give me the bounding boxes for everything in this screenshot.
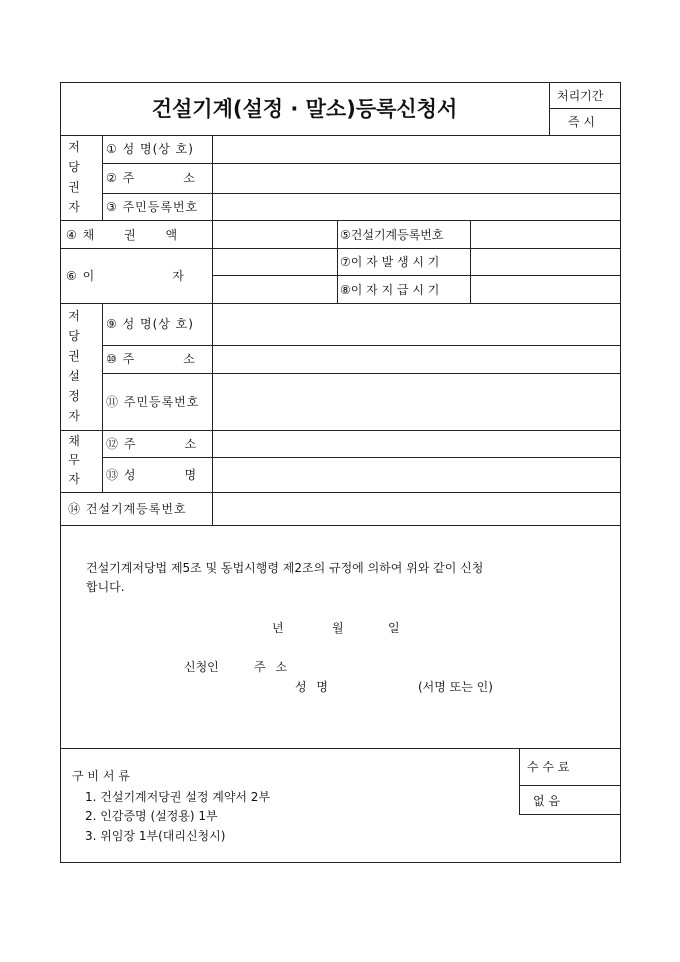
- interest-field[interactable]: [213, 249, 337, 303]
- interest-start-label: ⑦이 자 발 생 시 기: [340, 255, 440, 269]
- mortgagee-section-label: 저당권자: [68, 140, 80, 214]
- processing-period-label: 처리기간: [557, 89, 604, 103]
- mortgagee-id-field[interactable]: [213, 194, 620, 220]
- date-year: 년: [272, 621, 284, 635]
- mortgagor-section-label: 저당권설정자: [68, 309, 80, 423]
- interest-pay-field[interactable]: [471, 276, 620, 303]
- mortgagor-id-field[interactable]: [213, 374, 620, 430]
- mortgagee-name-field[interactable]: [213, 136, 620, 163]
- mortgagee-id-label: ③ 주민등록번호: [106, 200, 199, 214]
- interest-pay-label: ⑧이 자 지 급 시 기: [340, 283, 440, 297]
- statement-line-2: 합니다.: [86, 580, 125, 594]
- mortgagee-name-label: ① 성 명(상 호): [106, 142, 194, 156]
- mortgagor-id-label: ⑪ 주민등록번호: [106, 395, 200, 409]
- signature-note: (서명 또는 인): [418, 680, 493, 694]
- claim-amount-label: ④ 채 권 액: [66, 228, 179, 242]
- debtor-address-label: ⑫ 주 소: [106, 437, 198, 451]
- claim-amount-field[interactable]: [213, 221, 337, 248]
- mortgagee-address-label: ② 주 소: [106, 171, 196, 185]
- document-item: 3. 위임장 1부(대리신청시): [85, 829, 226, 843]
- documents-title: 구 비 서 류: [72, 769, 130, 783]
- form-title: 건설기계(설정 · 말소)등록신청서: [151, 97, 458, 121]
- date-month: 월: [332, 621, 344, 635]
- fee-label: 수 수 료: [527, 760, 570, 774]
- applicant-label: 신청인: [184, 660, 219, 674]
- debtor-name-label: ⑬ 성 명: [106, 468, 198, 482]
- mortgagor-name-label: ⑨ 성 명(상 호): [106, 317, 194, 331]
- applicant-address-label: 주 소: [254, 660, 290, 674]
- mortgagor-name-field[interactable]: [213, 304, 620, 345]
- statement-line-1: 건설기계저당법 제5조 및 동법시행령 제2조의 규정에 의하여 위와 같이 신청: [86, 561, 484, 575]
- registration-number-label: ⑤건설기계등록번호: [340, 228, 444, 242]
- registration-number-field[interactable]: [471, 221, 620, 248]
- fee-value: 없 음: [533, 794, 560, 808]
- document-item: 2. 인감증명 (설정용) 1부: [85, 809, 218, 823]
- interest-label: ⑥ 이 자: [66, 269, 185, 283]
- machine-reg-no-field[interactable]: [213, 493, 620, 525]
- mortgagor-address-label: ⑩ 주 소: [106, 352, 196, 366]
- mortgagee-address-field[interactable]: [213, 164, 620, 193]
- document-item: 1. 건설기계저당권 설정 계약서 2부: [85, 790, 271, 804]
- debtor-section-label: 채무자: [68, 434, 80, 486]
- applicant-name-label: 성 명: [295, 680, 331, 694]
- debtor-address-field[interactable]: [213, 431, 620, 457]
- debtor-name-field[interactable]: [213, 458, 620, 492]
- mortgagor-address-field[interactable]: [213, 346, 620, 373]
- machine-reg-no-label: ⑭ 건설기계등록번호: [68, 502, 187, 516]
- interest-start-field[interactable]: [471, 249, 620, 275]
- date-day: 일: [388, 621, 400, 635]
- processing-period-value: 즉 시: [568, 115, 595, 129]
